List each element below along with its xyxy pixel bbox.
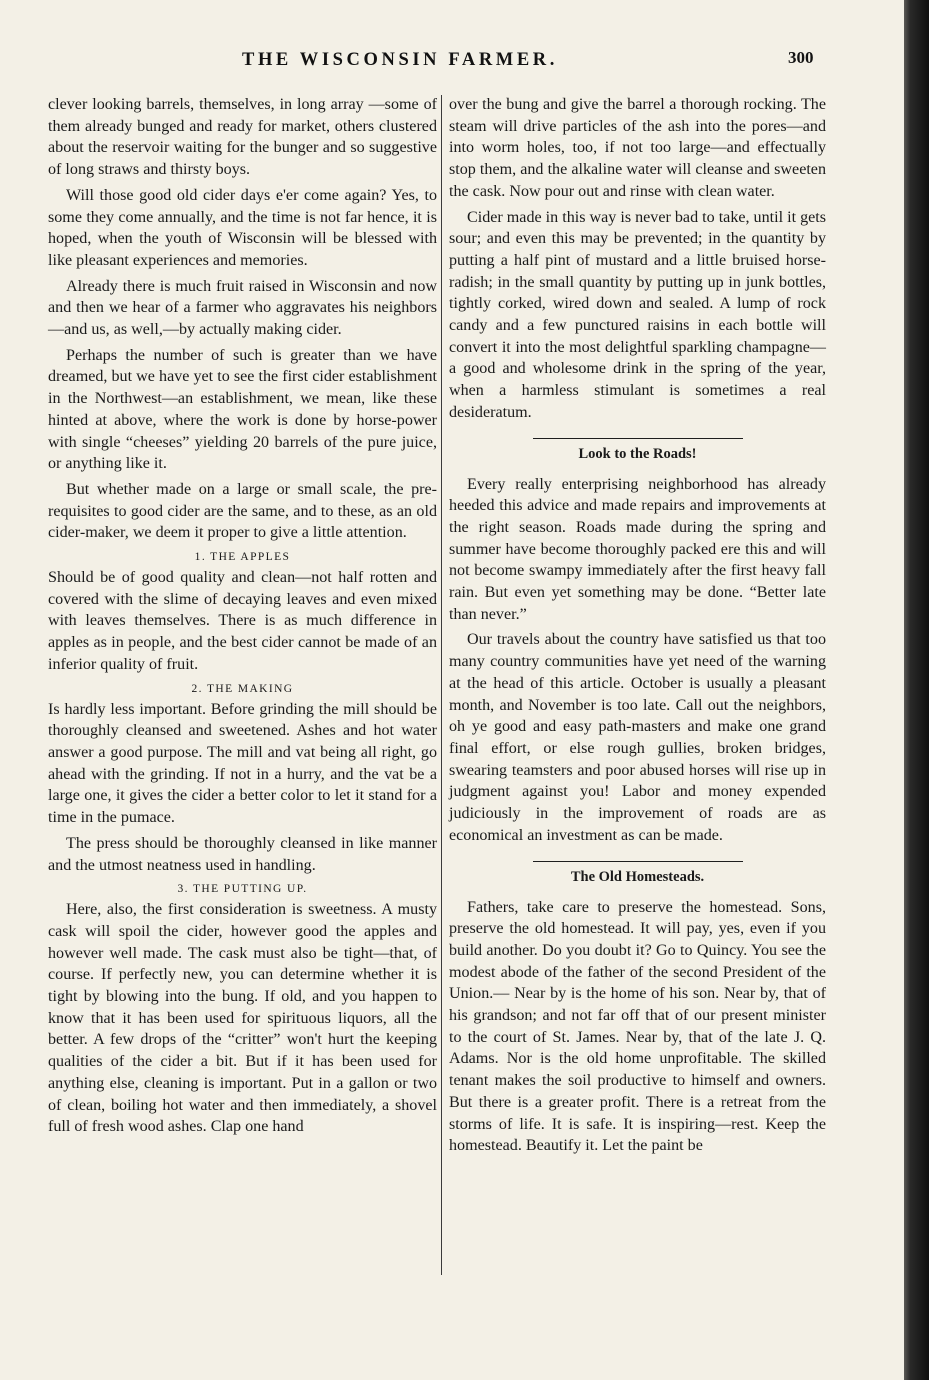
column-divider bbox=[441, 95, 442, 1275]
article-title-roads: Look to the Roads! bbox=[578, 445, 697, 462]
paragraph: over the bung and give the barrel a thorough rocking. The steam will drive particles of the ash into the pores—and into worm holes, too, if not too large—and effectually stop them, and the alkaline water will cleanse and sweeten the cask. Now pour out and rinse with clean water. bbox=[449, 96, 826, 200]
paragraph: Here, also, the first consideration is sweetness. A musty cask will spoil the cider, however good the apples and however well made. The cask must also be tight—that, of course. If perfectly new, you can determine whether it is tight by blowing into the bung. If old, and you happen to know that it has been used for spirituous liquors, all the better. A few drops of the “critter” won't hurt the keeping qualities of the cider a bit. But if it has been used for anything else, cleaning is important. Put in a gallon or two of clean, boiling hot water and then immediately, a shovel full of fresh wood ashes. Clap one hand bbox=[48, 901, 437, 1136]
right-column bbox=[449, 94, 826, 1161]
paragraph: Already there is much fruit raised in Wisconsin and now and then we hear of a farmer who aggravates his neighbors—and us, as well,—by actually making cider. bbox=[48, 277, 437, 339]
paragraph: clever looking barrels, themselves, in long array —some of them already bunged and ready for market, others clustered about the reservoir waiting for the bunger and so suggestive of long straws and thirsty boys. bbox=[48, 96, 437, 179]
paragraph: Our travels about the country have satisfied us that too many country communities have yet need of the warning at the head of this article. October is usually a pleasant month, and November is too late. Call out the neighbors, oh ye good and easy path-masters and make one grand final effort, or else rough gullies, broken bridges, swearing teamsters and poor abused horses will rise up in judgment against you! Labor and money expended judiciously in the improvement of roads are as economical an investment as can be made. bbox=[449, 631, 826, 844]
left-column bbox=[48, 94, 437, 1142]
paragraph: The press should be thoroughly cleansed in like manner and the utmost neatness used in handling. bbox=[48, 834, 437, 874]
paragraph: Perhaps the number of such is greater than we have dreamed, but we have yet to see the first cider establishment in the Northwest—an establishment, we mean, like these hinted at above, where the work is done by horse-power with single “cheeses” yielding 20 barrels of the pure juice, or anything like it. bbox=[48, 346, 437, 473]
subheading-apples: 1. THE APPLES bbox=[194, 551, 291, 564]
running-title: THE WISCONSIN FARMER. bbox=[242, 50, 558, 70]
page-header bbox=[46, 46, 846, 76]
subheading-making: 2. THE MAKING bbox=[191, 682, 294, 695]
ornamental-rule bbox=[449, 428, 826, 440]
paragraph: Cider made in this way is never bad to take, until it gets sour; and even this may be prevented; in the quantity by putting a half pint of mustard and a little bruised horse-radish; in the small quantity by putting up in junk bottles, tightly corked, wired down and sealed. A lump of rock candy and a few punctured raisins in each bottle will convert it into the most delightful sparkling champagne—a good and wholesome drink in the spring of the year, when a harmless stimulant is sometimes a real desideratum. bbox=[449, 208, 826, 421]
paragraph: Will those good old cider days e'er come again? Yes, to some they come annually, and the time is not far hence, it is hoped, when the youth of Wisconsin will be blessed with like pleasant experiences and memories. bbox=[48, 186, 437, 269]
rule-line bbox=[533, 861, 743, 862]
page-number: 300 bbox=[788, 48, 814, 67]
ornamental-rule bbox=[449, 851, 826, 863]
article-title-homesteads: The Old Homesteads. bbox=[570, 868, 705, 885]
paragraph: But whether made on a large or small scale, the pre-requisites to good cider are the same, and to these, as an old cider-maker, we deem it proper to give a little attention. bbox=[48, 480, 437, 542]
paragraph: Fathers, take care to preserve the homestead. Sons, preserve the old homestead. It will pay, yes, even if you build another. Do you doubt it? Go to Quincy. You see the modest abode of the father of the second President of the Union.— Near by is the home of his son. Near by, that of his grandson; and not far off that of our present minister to the court of St. James. Near by, that of the late J. Q. Adams. Nor is the old home unprofitable. The skilled tenant makes the soil productive to himself and owners. But there is a greater profit. There is a retreat from the storms of life. It is safe. It is inspiring—rest. Keep the homestead. Beautify it. Let the paint be bbox=[449, 898, 826, 1155]
page-edge-shadow bbox=[904, 0, 929, 1380]
paragraph: Every really enterprising neighborhood has already heeded this advice and made repairs and improvements at the right season. Roads made during the spring and summer have become thoroughly packed ere this and will not become swampy immediately after the first heavy fall rain. But even yet something may be done. “Better late than never.” bbox=[449, 475, 826, 623]
subheading-putting-up: 3. THE PUTTING UP. bbox=[177, 883, 308, 896]
paragraph: Is hardly less important. Before grinding the mill should be thoroughly cleansed and sweetened. Ashes and hot water answer a good purpose. The mill and vat being all right, go ahead with the grinding. If not in a hurry, and the vat be a large one, it gives the cider a better color to let it stand for a time in the pumace. bbox=[48, 700, 437, 827]
rule-line bbox=[533, 438, 743, 439]
paragraph: Should be of good quality and clean—not half rotten and covered with the slime of decaying leaves and even mixed with leaves themselves. There is as much difference in apples as in people, and the best cider cannot be made of an inferior quality of fruit. bbox=[48, 569, 437, 673]
